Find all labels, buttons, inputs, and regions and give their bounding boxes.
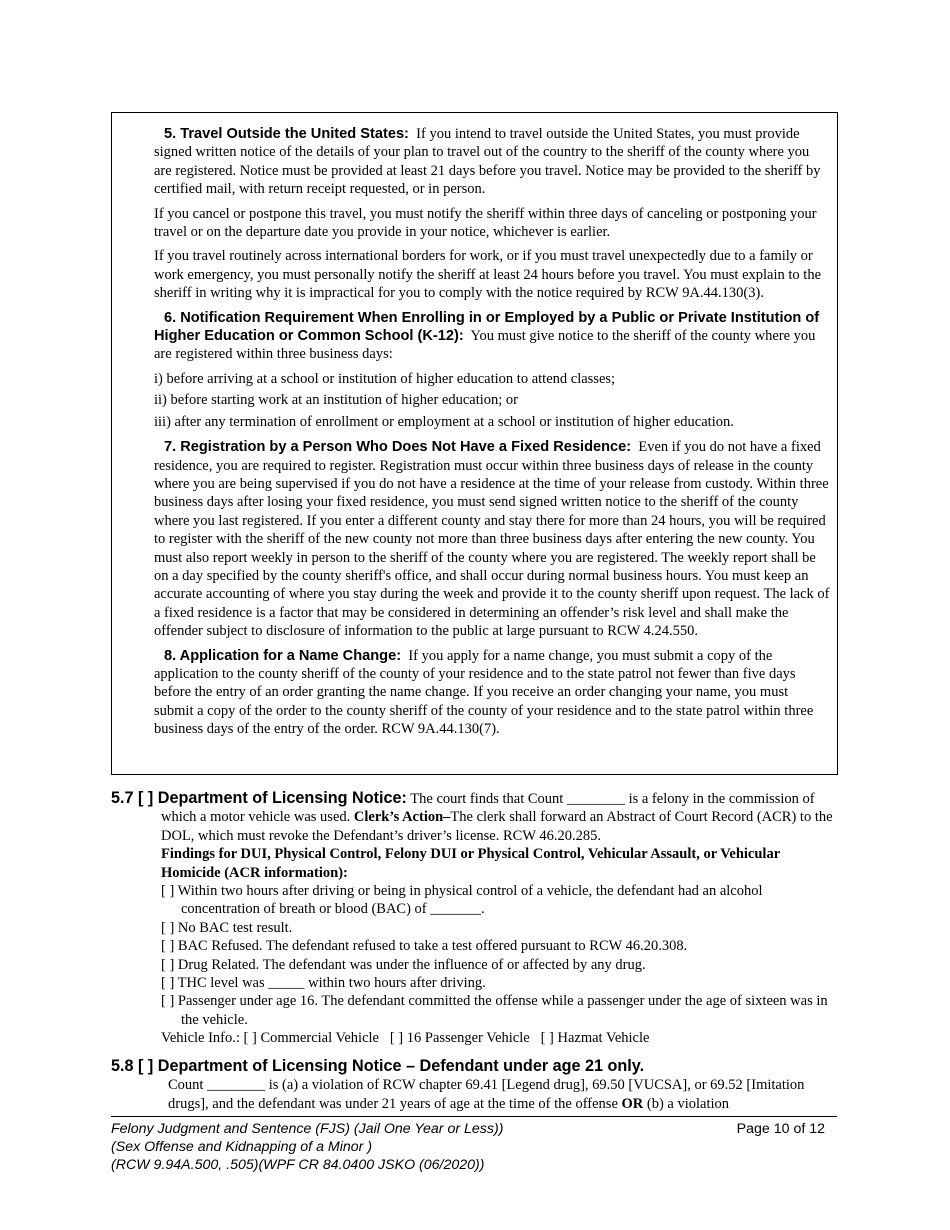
footer-divider xyxy=(111,1116,837,1117)
section-5-8 xyxy=(111,1057,841,1113)
checkbox-hazmat-vehicle[interactable]: [ ] Hazmat Vehicle xyxy=(540,1030,650,1047)
page-number: Page 10 of 12 xyxy=(736,1121,825,1137)
section-5-8-text-a: Count ________ is (a) a violation of RCW chapter 69.41 [Legend drug], 69.50 [VUCSA], or 69.52 [Imitation drugs], and the defendant was under 21 years of age at the time of the offense xyxy=(168,1077,805,1112)
list-item: i) before arriving at a school or institution of higher education to attend classes; xyxy=(154,370,616,387)
section-7-text: Even if you do not have a fixed residence, you are required to register. Registration must occur within three business days of release in the county where you are being supervised if you do not have a residence at the time of your release from custody. Within three business days after losing your fixed residence, you must send signed written notice to the sheriff of the county where you last registered. If you enter a different county and stay there for more than 24 hours, you will be required to register with the sheriff of the new county not more than three business days after entering the new county. You must also report weekly in person to the sheriff of the county where you are registered. The weekly report shall be on a day specified by the county sheriff's office, and shall occur during normal business hours. You must keep an accurate accounting of where you stay during the week and provide it to the county sheriff upon request. The lack of a fixed residence is a factor that may be considered in determining an offender’s risk level and shall make the offender subject to disclosure of information to the public at large pursuant to RCW 4.24.550. xyxy=(154,439,830,640)
section-5-paragraph xyxy=(154,125,830,199)
vehicle-info-row xyxy=(161,1029,841,1047)
section-5-8-text xyxy=(111,1076,841,1113)
section-8-paragraph xyxy=(154,647,830,739)
section-5-8-text-b: (b) a violation xyxy=(646,1095,730,1112)
page-footer xyxy=(111,1120,837,1174)
registration-conditions-box xyxy=(111,112,838,775)
section-5-7-text: The court finds that Count ________ is a felony in the commission of which a motor vehicle was used. xyxy=(161,791,815,826)
footer-form-citation: (RCW 9.94A.500, .505)(WPF CR 84.0400 JSKO (06/2020)) xyxy=(111,1157,485,1173)
section-5-heading: 5. Travel Outside the United States: xyxy=(164,126,409,142)
checkbox-item-thc[interactable]: [ ] THC level was _____ within two hours after driving. xyxy=(161,975,486,992)
section-8-text: If you apply for a name change, you must submit a copy of the application to the county sheriff of the county of your residence and to the state patrol not fewer than five days before the entry of an order granting the name change. If you receive an order changing your name, you must submit a copy of the order to the county sheriff of the county of your residence and to the state patrol within three business days of the entry of the order. RCW 9A.44.130(7). xyxy=(154,647,814,738)
section-8-heading: 8. Application for a Name Change: xyxy=(164,647,402,664)
section-5-cancel-text: If you cancel or postpone this travel, you must notify the sheriff within three days of canceling or postponing your travel or on the departure date you provide in your notice, whichever is earlier. xyxy=(154,205,817,241)
footer-form-subtitle: (Sex Offense and Kidnapping of a Minor ) xyxy=(111,1139,373,1155)
checkbox-item-passenger[interactable]: [ ] Passenger under age 16. The defendant committed the offense while a passenger under the age of sixteen was in the vehicle. xyxy=(161,993,828,1028)
list-item: ii) before starting work at an institution of higher education; or xyxy=(154,392,519,409)
section-5-text: If you intend to travel outside the United States, you must provide signed written notice of the details of your plan to travel out of the country to the sheriff of the county where you are registered. Notice must be provided at least 21 days before you travel. Notice may be provided to the sheriff by certified mail, with return receipt requested, or in person. xyxy=(154,126,821,198)
section-7-heading: 7. Registration by a Person Who Does Not Have a Fixed Residence: xyxy=(164,439,632,456)
section-5-7-heading: 5.7 [ ] Department of Licensing Notice: xyxy=(111,789,407,807)
list-item: iii) after any termination of enrollment or employment at a school or institution of higher education. xyxy=(154,413,734,430)
section-6-heading: 6. Notification Requirement When Enrolling in or Employed by a Public or Private Institution of Higher Education or Common School (K-12): xyxy=(154,309,820,345)
section-6-text: You must give notice to the sheriff of the county where you are registered within three business days: xyxy=(154,328,816,363)
checkbox-commercial-vehicle[interactable]: [ ] Commercial Vehicle xyxy=(243,1030,379,1047)
clerks-action-label: Clerk’s Action– xyxy=(353,809,451,826)
vehicle-info-label: Vehicle Info.: xyxy=(161,1030,240,1047)
section-5-8-or: OR xyxy=(621,1095,644,1112)
section-5-routine-travel-text: If you travel routinely across international borders for work, or if you must travel unexpectedly due to a family or work emergency, you must personally notify the sheriff at least 24 hours before you travel. You must explain to the sheriff in writing why it is impractical for you to comply with the notice required by RCW 9A.44.130(3). xyxy=(154,248,821,302)
section-5-7 xyxy=(111,789,841,1048)
footer-form-title: Felony Judgment and Sentence (FJS) (Jail One Year or Less)) xyxy=(111,1121,504,1137)
checkbox-16-passenger-vehicle[interactable]: [ ] 16 Passenger Vehicle xyxy=(389,1030,530,1047)
checkbox-item-drug-related[interactable]: [ ] Drug Related. The defendant was under the influence of or affected by any drug. xyxy=(161,956,646,973)
section-5-7-first-line xyxy=(111,789,841,845)
section-7-paragraph xyxy=(154,438,830,640)
checkbox-item-bac[interactable]: [ ] Within two hours after driving or being in physical control of a vehicle, the defendant had an alcohol concentration of breath or blood (BAC) of _______. xyxy=(161,883,763,918)
section-6-paragraph xyxy=(154,309,830,364)
section-5-8-heading: 5.8 [ ] Department of Licensing Notice – Defendant under age 21 only. xyxy=(111,1057,645,1075)
section-6-list xyxy=(154,370,830,431)
checkbox-item-no-bac[interactable]: [ ] No BAC test result. xyxy=(161,919,293,936)
checkbox-item-bac-refused[interactable]: [ ] BAC Refused. The defendant refused to take a test offered pursuant to RCW 46.20.308. xyxy=(161,938,688,955)
acr-findings-heading: Findings for DUI, Physical Control, Felony DUI or Physical Control, Vehicular Assault, or Vehicular Homicide (ACR information): xyxy=(161,846,780,881)
clerks-action-text: The clerk shall forward an Abstract of Court Record (ACR) to the DOL, which must revoke the Defendant’s driver’s license. RCW 46.20.285. xyxy=(161,809,833,844)
